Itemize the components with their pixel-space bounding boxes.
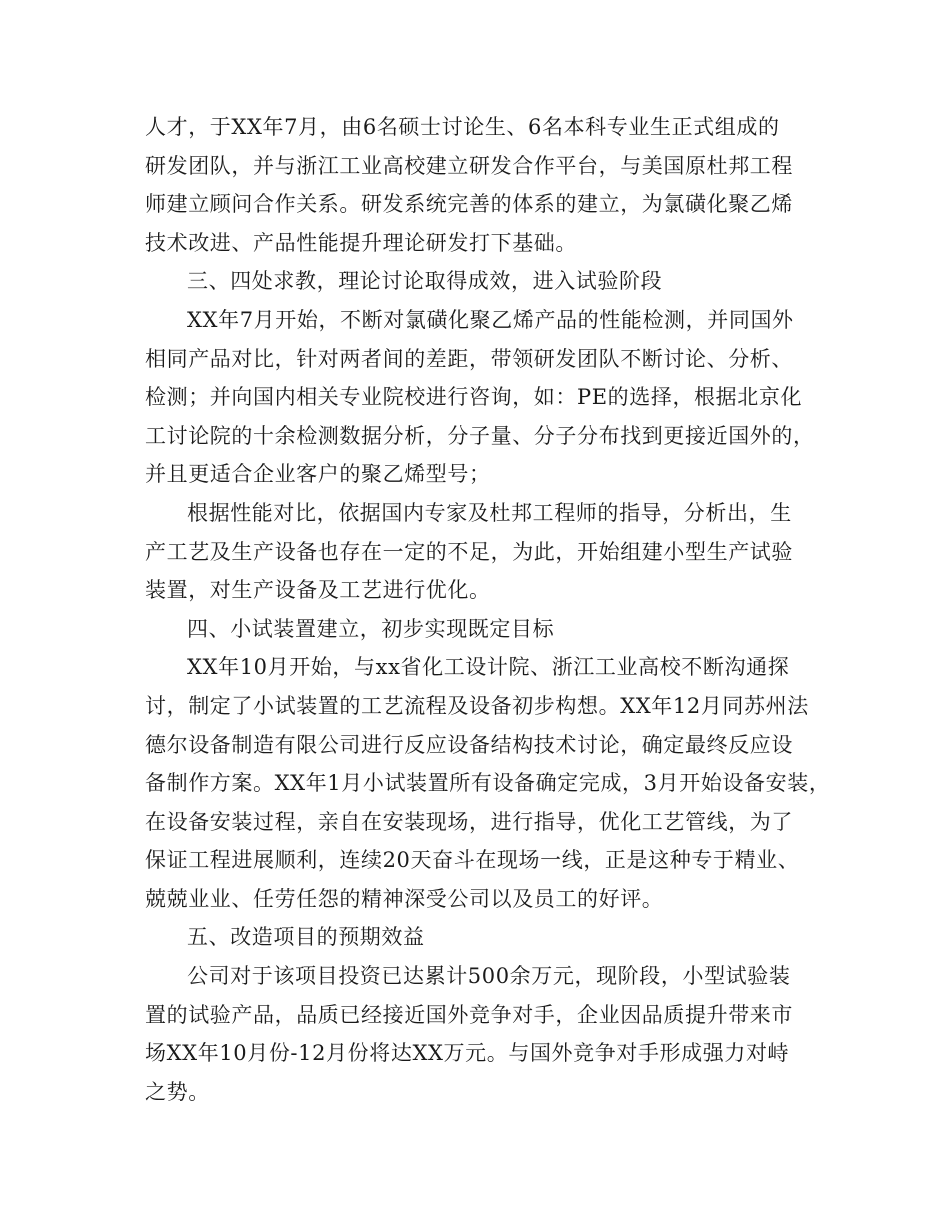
text-line: 研发团队，并与浙江工业高校建立研发合作平台，与美国原杜邦工程	[145, 153, 793, 178]
paragraph-start: 公司对于该项目投资已达累计500余万元，现阶段，小型试验装	[187, 964, 791, 989]
text-line: 相同产品对比，针对两者间的差距，带领研发团队不断讨论、分析、	[145, 346, 793, 371]
text-line: 装置，对生产设备及工艺进行优化。	[145, 578, 491, 603]
text-line: 人才，于XX年7月，由6名硕士讨论生、6名本科专业生正式组成的	[145, 115, 780, 139]
text-line: 产工艺及生产设备也存在一定的不足，为此，开始组建小型生产试验	[145, 539, 793, 564]
text-line: 工讨论院的十余检测数据分析，分子量、分子分布找到更接近国外的，	[145, 423, 815, 448]
text-line: 保证工程进展顺利，连续20天奋斗在现场一线，正是这种专于精业、	[145, 848, 800, 873]
text-line: 在设备安装过程，亲自在安装现场，进行指导，优化工艺管线，为了	[145, 809, 793, 834]
text-line: 师建立顾问合作关系。研发系统完善的体系的建立，为氯磺化聚乙烯	[145, 192, 793, 217]
text-line: 之势。	[145, 1079, 210, 1104]
section-heading: 四、小试装置建立，初步实现既定目标	[187, 616, 555, 641]
text-line: 场XX年10月份-12月份将达XX万元。与国外竞争对手形成强力对峙	[145, 1041, 790, 1066]
section-heading: 三、四处求教，理论讨论取得成效，进入试验阶段	[187, 269, 663, 294]
document-body	[145, 108, 845, 1111]
text-line: 检测；并向国内相关专业院校进行咨询，如：PE的选择，根据北京化	[145, 385, 803, 410]
paragraph-start: XX年10月开始，与xx省化工设计院、浙江工业高校不断沟通探	[187, 655, 790, 680]
section-heading: 五、改造项目的预期效益	[187, 925, 425, 950]
paragraph-start: XX年7月开始，不断对氯磺化聚乙烯产品的性能检测，并同国外	[187, 307, 794, 332]
text-line: 兢兢业业、任劳任怨的精神深受公司以及员工的好评。	[145, 886, 664, 911]
text-line: 德尔设备制造有限公司进行反应设备结构技术讨论，确定最终反应设	[145, 732, 793, 757]
text-line: 备制作方案。XX年1月小试装置所有设备确定完成，3月开始设备安装，	[145, 771, 831, 796]
text-line: 置的试验产品，品质已经接近国外竞争对手，企业因品质提升带来市	[145, 1002, 793, 1027]
text-line: 讨，制定了小试装置的工艺流程及设备初步构想。XX年12月同苏州法	[145, 693, 809, 718]
text-line: 并且更适合企业客户的聚乙烯型号；	[145, 462, 491, 487]
paragraph-start: 根据性能对比，依据国内专家及杜邦工程师的指导，分析出，生	[187, 500, 792, 525]
text-line: 技术改进、产品性能提升理论研发打下基础。	[145, 230, 577, 255]
